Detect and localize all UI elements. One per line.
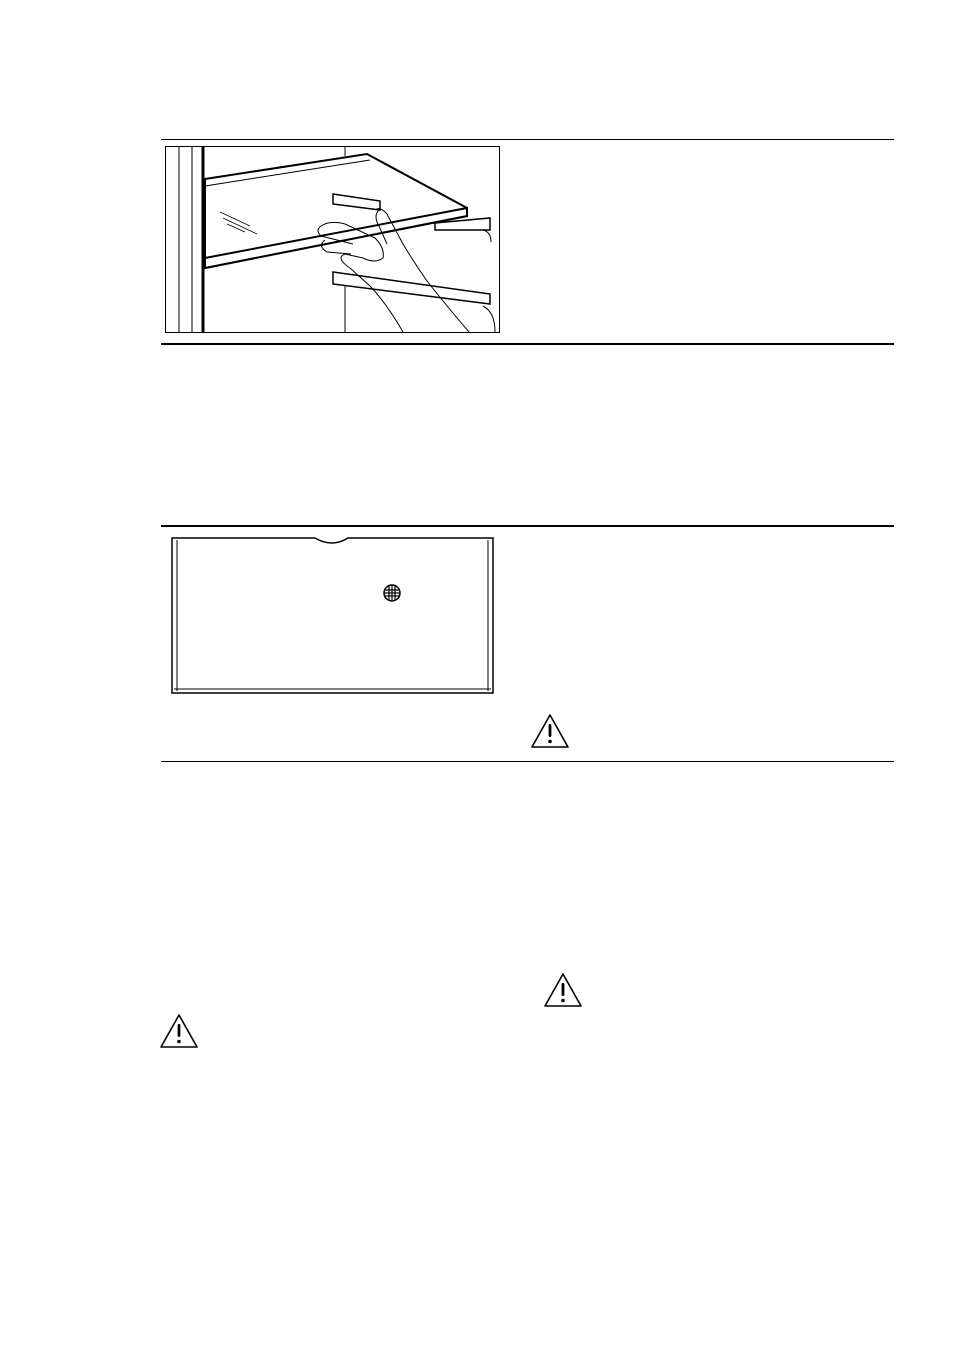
section-rule-bottom: [161, 761, 894, 762]
section-rule-mid1: [161, 343, 894, 345]
warning-icon: [530, 713, 570, 749]
shelf-removal-figure: [165, 146, 501, 334]
section-rule-top: [161, 139, 894, 140]
drawer-front-figure: [170, 536, 496, 696]
section-rule-mid2: [161, 525, 894, 527]
warning-icon: [159, 1013, 199, 1049]
crisper-drawer-illustration: [170, 536, 496, 696]
shelf-removal-illustration: [165, 146, 501, 334]
warning-icon: [543, 972, 583, 1008]
grid-circle-icon: [384, 585, 400, 601]
